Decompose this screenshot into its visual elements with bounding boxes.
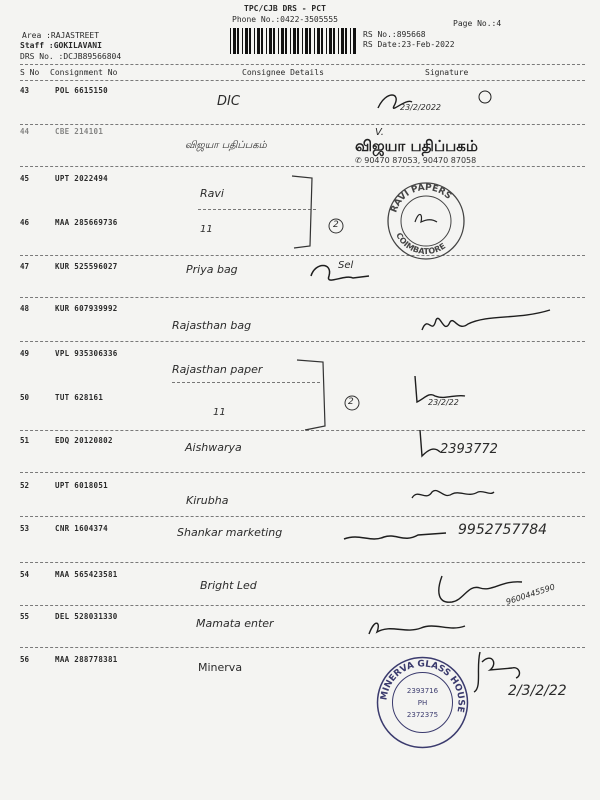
vijaya-stamp-name: விஜயா பதிப்பகம் — [355, 137, 478, 155]
row-sno: 47 — [20, 262, 30, 271]
row-consignment: CBE 214101 — [55, 127, 104, 136]
signature-48 — [418, 306, 558, 342]
row-sno: 45 — [20, 174, 30, 183]
row-consignee: விஜயா பதிப்பகம் — [185, 140, 267, 151]
row-consignment: TUT 628161 — [55, 393, 104, 402]
row-sno: 44 — [20, 127, 30, 136]
row-consignee: Ravi — [200, 187, 224, 200]
row-consignment: UPT 6018051 — [55, 481, 108, 490]
row-sno: 49 — [20, 349, 30, 358]
barcode-bar — [329, 28, 332, 54]
header-divider — [20, 64, 585, 65]
row-consignee: Priya bag — [186, 263, 238, 276]
signature-date: 23/2/2022 — [400, 103, 442, 112]
barcode-bar — [305, 28, 308, 54]
barcode-bar — [230, 28, 231, 54]
barcode-bar — [237, 28, 239, 54]
signature-54 — [432, 572, 532, 612]
barcode-bar — [302, 28, 303, 54]
row-sno: 48 — [20, 304, 30, 313]
ravi-stamp-bottom-text: COIMBATORE — [394, 231, 448, 257]
row-consignment: DEL 528031330 — [55, 612, 118, 621]
row-consignment: MAA 288778381 — [55, 655, 118, 664]
row-consignment: MAA 285669736 — [55, 218, 118, 227]
minerva-phone-2: 2372375 — [406, 711, 439, 719]
signature-phone: 2393772 — [440, 442, 498, 457]
phone-icon: ✆ — [355, 156, 365, 165]
row-sno: 46 — [20, 218, 30, 227]
ravi-papers-stamp — [385, 180, 467, 262]
row-consignee: Mamata enter — [196, 617, 274, 630]
barcode-bar — [281, 28, 284, 54]
row-sno: 55 — [20, 612, 30, 621]
barcode-bar — [269, 28, 272, 54]
row-consignee: Minerva — [198, 661, 243, 674]
signature-phone: 9600445590 — [504, 582, 557, 607]
minerva-ph: PH — [417, 699, 428, 707]
row-divider — [20, 516, 585, 517]
barcode-bar — [341, 28, 344, 54]
vijaya-stamp — [355, 127, 478, 165]
stamp-handwriting: V. — [375, 127, 384, 138]
rs-date: RS Date:23-Feb-2022 — [363, 40, 455, 49]
barcode-bar — [290, 28, 291, 54]
row-consignee: DIC — [217, 94, 240, 109]
group-mark-1: 2 — [333, 220, 339, 230]
vijaya-stamp-phone — [355, 156, 478, 165]
col-consignment: Consignment No — [50, 68, 118, 77]
barcode-bar — [345, 28, 347, 54]
barcode-bar — [245, 28, 248, 54]
row-consignee: Rajasthan bag — [172, 319, 252, 332]
barcode-bar — [278, 28, 279, 54]
signature-phone: 9952757784 — [458, 522, 548, 538]
barcode-bar — [254, 28, 255, 54]
row-consignee: Aishwarya — [185, 441, 242, 454]
barcode-bar — [326, 28, 327, 54]
row-sno: 56 — [20, 655, 30, 664]
column-divider — [20, 80, 585, 81]
row-consignee: Rajasthan paper — [172, 363, 263, 376]
barcode — [230, 28, 356, 54]
row-consignee: 11 — [213, 407, 226, 418]
vijaya-stamp-phone-text: 90470 87053, 90470 87058 — [364, 156, 477, 165]
minerva-ring-text: MINERVA GLASS HOUSE — [379, 659, 466, 714]
row-consignment: KUR 525596027 — [55, 262, 118, 271]
row-consignment: MAA 565423581 — [55, 570, 118, 579]
row-consignment: VPL 935306336 — [55, 349, 118, 358]
phone-number: Phone No.:0422-3505555 — [232, 15, 338, 24]
barcode-bar — [273, 28, 275, 54]
row-consignee: Kirubha — [186, 494, 229, 507]
barcode-bar — [309, 28, 311, 54]
row-divider — [20, 255, 585, 256]
signature-date: 2/3/2/22 — [508, 683, 567, 699]
signature-initial: Sel — [338, 260, 354, 271]
row-consignment: POL 6615150 — [55, 86, 108, 95]
row-consignment: CNR 1604374 — [55, 524, 108, 533]
row-divider — [20, 166, 585, 167]
barcode-bar — [285, 28, 287, 54]
row-divider — [20, 472, 585, 473]
signature-date: 23/2/22 — [428, 398, 459, 407]
row-consignment: EDQ 20120802 — [55, 436, 113, 445]
row-consignment: UPT 2022494 — [55, 174, 108, 183]
drs-number: DRS No. :DCJB89566804 — [20, 52, 122, 61]
report-title: TPC/CJB DRS - PCT — [244, 4, 326, 13]
barcode-bar — [297, 28, 299, 54]
row-sno: 43 — [20, 86, 30, 95]
barcode-bar — [266, 28, 267, 54]
barcode-bar — [317, 28, 320, 54]
group-bracket-1 — [290, 170, 350, 255]
staff-label: Staff :GOKILAVANI — [20, 41, 102, 50]
row-divider — [20, 124, 585, 125]
barcode-bar — [350, 28, 351, 54]
col-consignee: Consignee Details — [242, 68, 324, 77]
row-consignee: 11 — [200, 224, 213, 235]
row-sno: 53 — [20, 524, 30, 533]
row-consignment: KUR 607939992 — [55, 304, 118, 313]
row-sno: 52 — [20, 481, 30, 490]
group-mark-2: 2 — [348, 397, 354, 407]
ravi-stamp-top-text: RAVI PAPERS — [389, 182, 454, 215]
row-sno: 54 — [20, 570, 30, 579]
barcode-bar — [261, 28, 263, 54]
row-sno: 51 — [20, 436, 30, 445]
barcode-bar — [338, 28, 339, 54]
barcode-bar — [257, 28, 260, 54]
col-signature: Signature — [425, 68, 469, 77]
signature-52 — [408, 484, 498, 506]
row-consignee: Bright Led — [200, 579, 257, 592]
row-divider — [20, 297, 585, 298]
minerva-phone-1: 2393716 — [406, 687, 439, 695]
barcode-bar — [353, 28, 356, 54]
barcode-bar — [314, 28, 315, 54]
barcode-bar — [293, 28, 296, 54]
barcode-bar — [333, 28, 335, 54]
barcode-bar — [242, 28, 243, 54]
group-bracket-2 — [295, 350, 365, 435]
signature-53 — [340, 525, 460, 547]
area-label: Area :RAJASTREET — [22, 31, 100, 40]
row-sno: 50 — [20, 393, 30, 402]
signature-55 — [365, 614, 475, 642]
row-consignee: Shankar marketing — [177, 526, 283, 539]
row-divider — [20, 562, 585, 563]
col-sno: S No — [20, 68, 40, 77]
page-number: Page No.:4 — [453, 19, 502, 28]
barcode-bar — [233, 28, 236, 54]
barcode-bar — [321, 28, 323, 54]
minerva-glass-stamp — [375, 655, 470, 750]
barcode-bar — [249, 28, 251, 54]
rs-number: RS No.:895668 — [363, 30, 426, 39]
